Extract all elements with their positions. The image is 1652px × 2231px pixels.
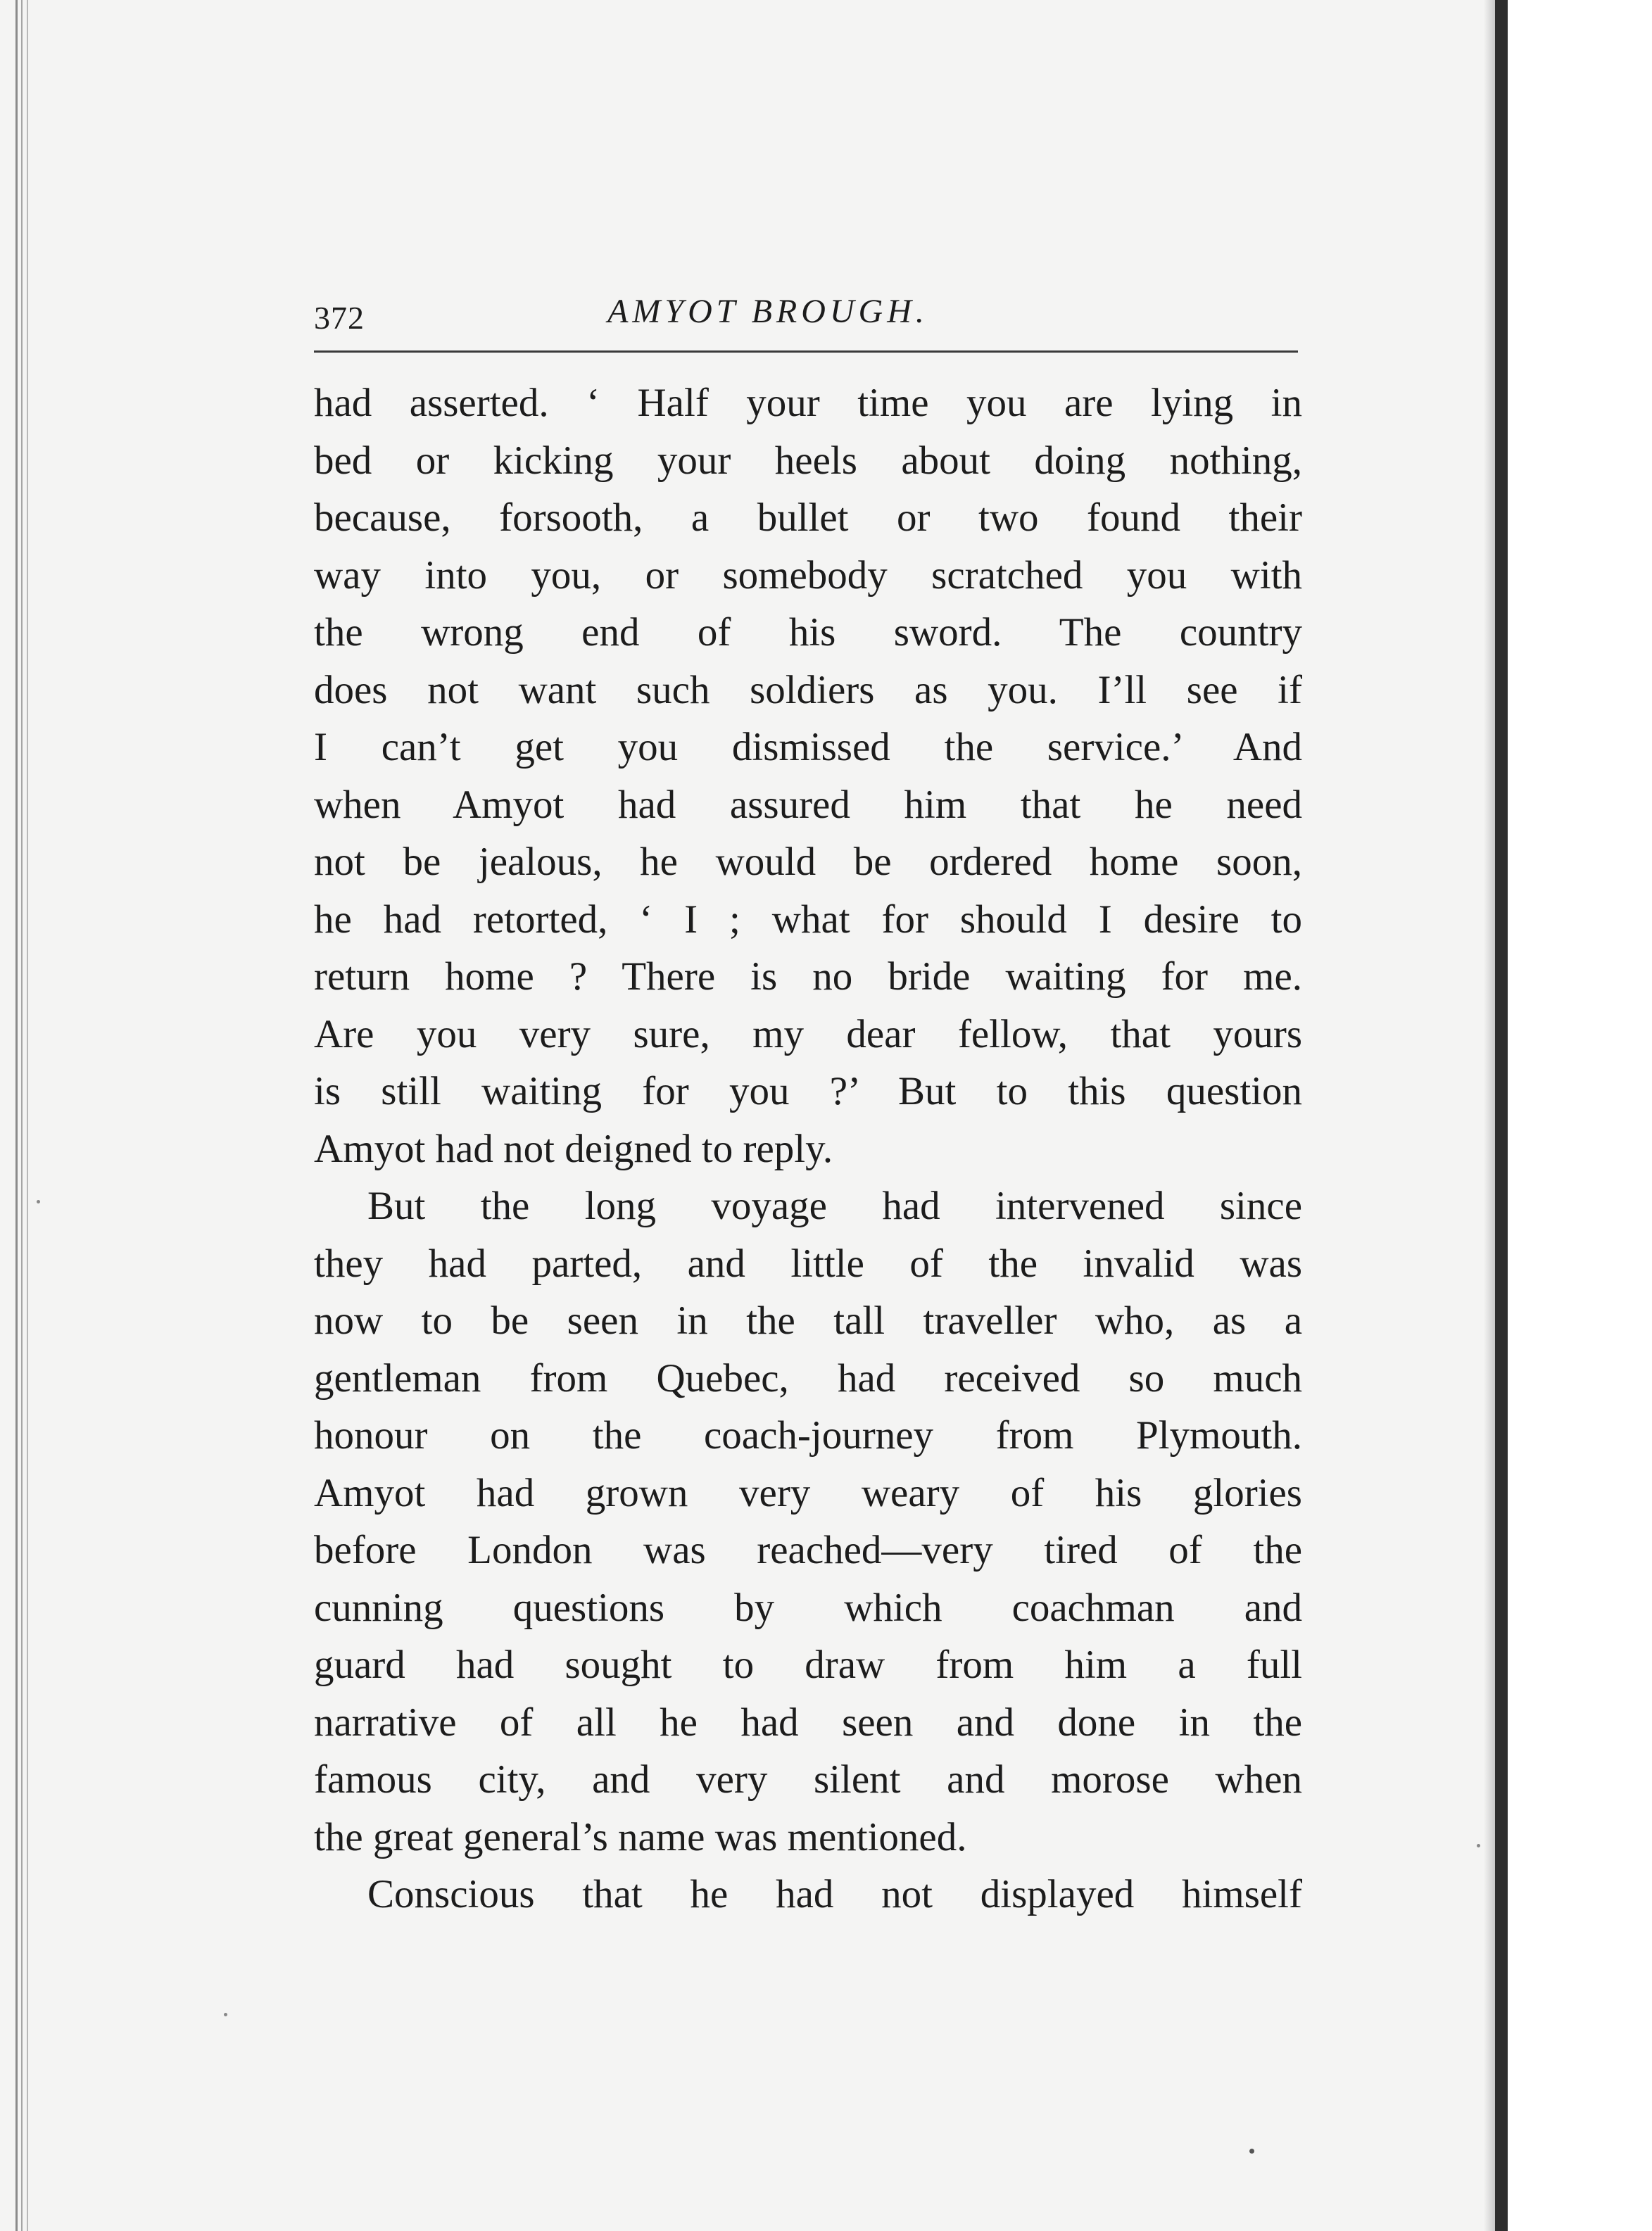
text-line: Amyot had not deigned to reply. — [314, 1126, 833, 1171]
facing-page-edge — [1508, 0, 1652, 2231]
text-line: the great general’s name was mentioned. — [314, 1814, 967, 1859]
gutter-line — [15, 0, 18, 2231]
page-number: 372 — [314, 300, 365, 336]
text-line: they had parted, and little of the invalid was — [314, 1241, 1302, 1286]
text-line: when Amyot had assured him that he need — [314, 782, 1302, 827]
text-line: had asserted. ‘ Half your time you are lying in — [314, 381, 1302, 425]
book-spine — [1495, 0, 1508, 2231]
ink-speck — [224, 2013, 227, 2016]
text-line: Conscious that he had not displayed himself — [367, 1872, 1302, 1916]
text-line: before London was reached—very tired of the — [314, 1528, 1302, 1572]
text-line: does not want such soldiers as you. I’ll see if — [314, 667, 1302, 712]
gutter-line — [21, 0, 23, 2231]
text-line: he had retorted, ‘ I ; what for should I desire to — [314, 897, 1302, 942]
text-line: return home ? There is no bride waiting for me. — [314, 954, 1302, 999]
body-text — [314, 374, 1302, 1923]
text-line: bed or kicking your heels about doing nothing, — [314, 438, 1302, 483]
ink-speck — [1477, 1844, 1480, 1847]
text-line: But the long voyage had intervened since — [367, 1184, 1302, 1228]
running-head — [314, 292, 1299, 341]
text-line: famous city, and very silent and morose when — [314, 1757, 1302, 1802]
ink-speck — [1249, 2149, 1254, 2154]
text-line: Are you very sure, my dear fellow, that yours — [314, 1011, 1302, 1056]
header-rule — [314, 350, 1298, 353]
text-line: I can’t get you dismissed the service.’ And — [314, 725, 1302, 769]
text-line: not be jealous, he would be ordered home soon, — [314, 840, 1302, 884]
text-line: cunning questions by which coachman and — [314, 1585, 1302, 1630]
text-line: the wrong end of his sword. The country — [314, 610, 1302, 655]
text-line: honour on the coach-journey from Plymouth. — [314, 1413, 1302, 1458]
text-line: Amyot had grown very weary of his glories — [314, 1470, 1302, 1515]
gutter-line — [27, 0, 28, 2231]
book-title: AMYOT BROUGH. — [607, 293, 928, 330]
spine-shadow — [1484, 0, 1495, 2231]
text-line: gentleman from Quebec, had received so much — [314, 1355, 1302, 1401]
text-line: way into you, or somebody scratched you with — [314, 552, 1302, 598]
text-line: guard had sought to draw from him a full — [314, 1643, 1302, 1687]
text-line: because, forsooth, a bullet or two found their — [314, 495, 1302, 540]
ink-speck — [37, 1200, 40, 1203]
text-line: is still waiting for you ?’ But to this question — [314, 1069, 1302, 1113]
text-line: narrative of all he had seen and done in the — [314, 1700, 1302, 1745]
text-line: now to be seen in the tall traveller who, as a — [314, 1298, 1302, 1343]
